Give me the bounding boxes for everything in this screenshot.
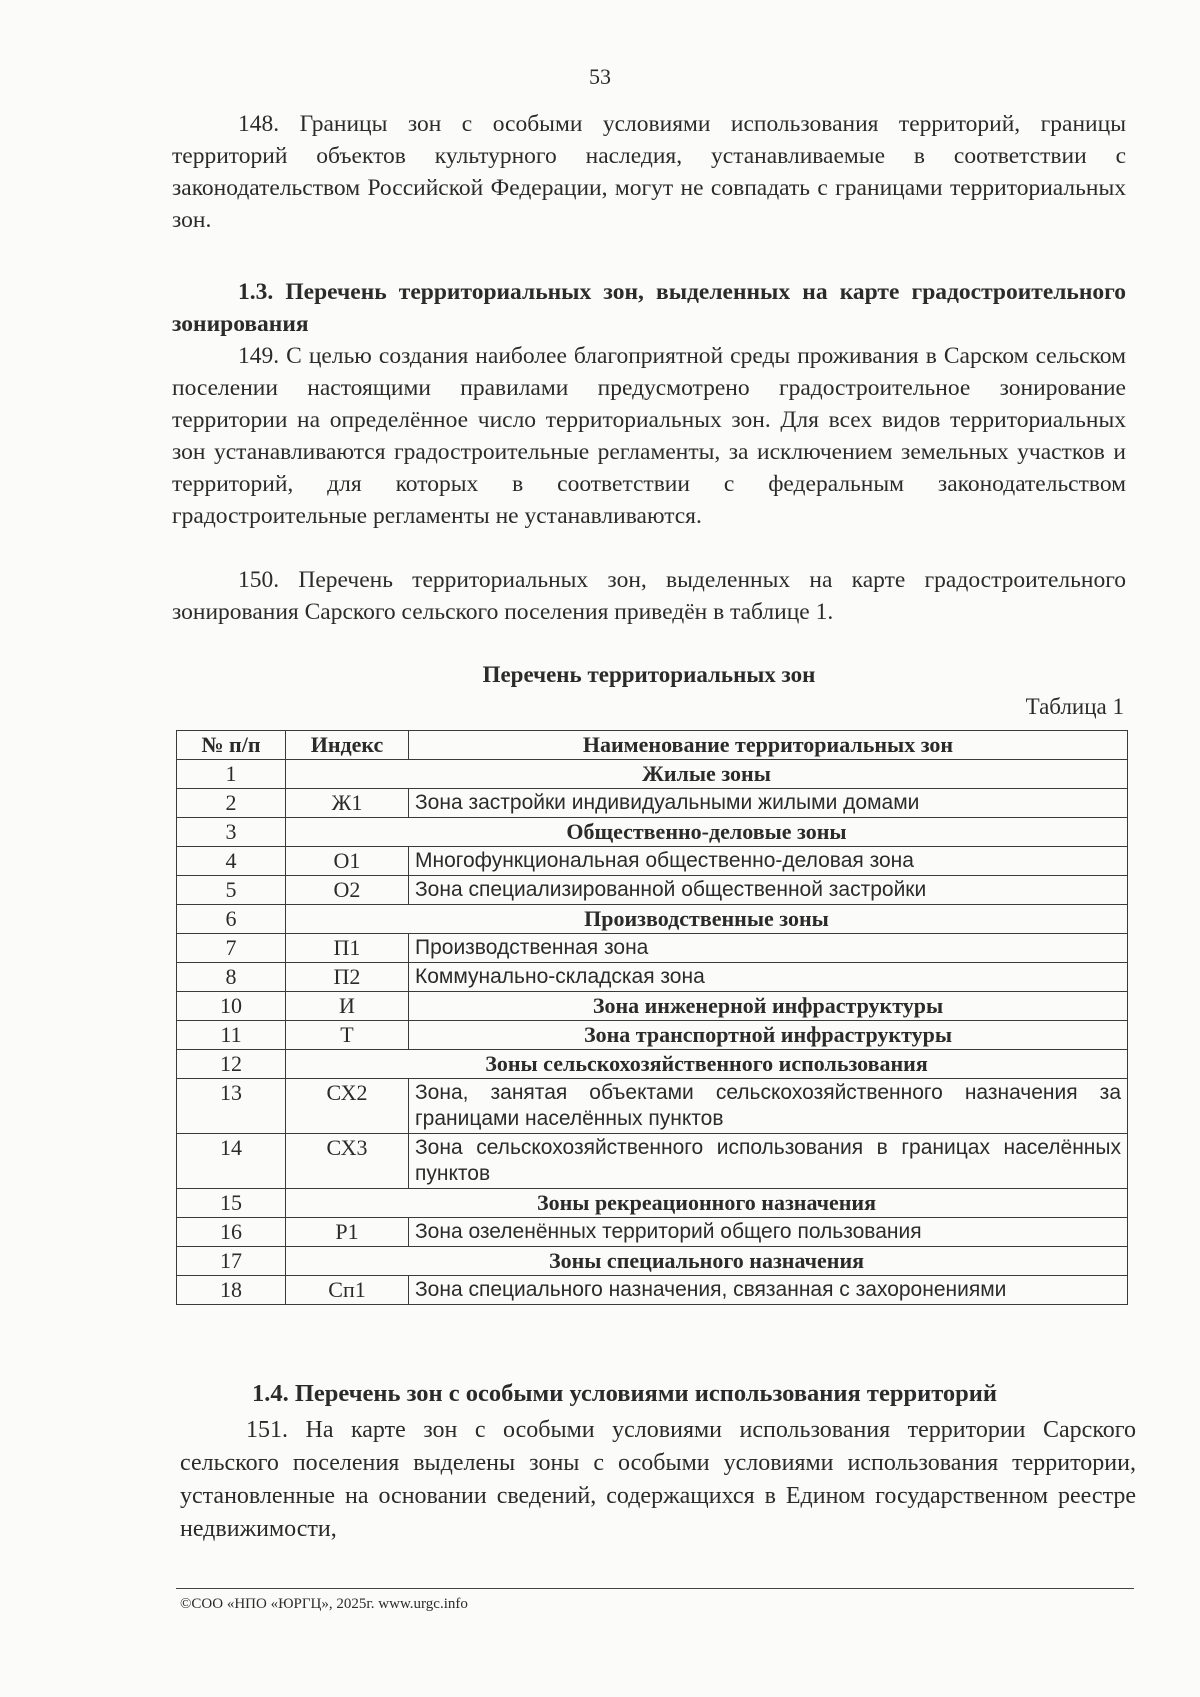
row-number: 14: [177, 1134, 286, 1189]
zone-index: П1: [286, 934, 409, 963]
zone-name: Коммунально-складская зона: [409, 963, 1128, 992]
zone-name: Зона застройки индивидуальными жилыми домами: [409, 789, 1128, 818]
page-number: 53: [589, 64, 611, 89]
zone-name: Зона сельскохозяйственного использования в границах населённых пунктов: [409, 1134, 1128, 1189]
row-number: 17: [177, 1247, 286, 1276]
table-row: [177, 1079, 1128, 1134]
zone-name: Производственная зона: [409, 934, 1128, 963]
zone-group-heading: Производственные зоны: [286, 905, 1128, 934]
row-number: 13: [177, 1079, 286, 1134]
table-row: [177, 789, 1128, 818]
paragraph-150-text: 150. Перечень территориальных зон, выделенных на карте градостроительного зонирования Сарского сельского поселения приведён в таблице 1.: [172, 567, 1126, 625]
paragraph-148: [172, 108, 1126, 236]
row-number: 18: [177, 1276, 286, 1305]
table-row: [177, 992, 1128, 1021]
section-1-4-heading: 1.4. Перечень зон с особыми условиями использования территорий: [252, 1380, 998, 1407]
row-number: 6: [177, 905, 286, 934]
row-number: 16: [177, 1218, 286, 1247]
paragraph-151: [180, 1414, 1136, 1546]
table-title: Перечень территориальных зон: [482, 662, 816, 687]
zone-index: О1: [286, 847, 409, 876]
row-number: 3: [177, 818, 286, 847]
table-header-row: [177, 731, 1128, 760]
row-number: 4: [177, 847, 286, 876]
zone-index: О2: [286, 876, 409, 905]
zone-name: Зона инженерной инфраструктуры: [409, 992, 1128, 1021]
paragraph-149-text: 149. С целью создания наиболее благоприятной среды проживания в Сарском сельском поселении настоящими правилами предусмотрено градостроительное зонирование территории на определённое число территориальных зон. Для всех видов территориальных зон устанавливаются градостроительные регламенты, за исключением земельных участков и территорий, для которых в соответствии с федеральным законодательством градостроительные регламенты не устанавливаются.: [172, 343, 1126, 529]
zone-index: СХ2: [286, 1079, 409, 1134]
zone-name: Зона, занятая объектами сельскохозяйственного назначения за границами населённых пунктов: [409, 1079, 1128, 1134]
zone-index: Сп1: [286, 1276, 409, 1305]
table-row: [177, 1276, 1128, 1305]
zone-name: Зона озеленённых территорий общего пользования: [409, 1218, 1128, 1247]
row-number: 10: [177, 992, 286, 1021]
header-num: № п/п: [177, 731, 286, 760]
zone-group-heading: Жилые зоны: [286, 760, 1128, 789]
zone-group-heading: Общественно-деловые зоны: [286, 818, 1128, 847]
table-row: [177, 934, 1128, 963]
table-row: [177, 818, 1128, 847]
table-row: [177, 847, 1128, 876]
zone-group-heading: Зоны специального назначения: [286, 1247, 1128, 1276]
row-number: 2: [177, 789, 286, 818]
table-row: [177, 1218, 1128, 1247]
zone-index: Р1: [286, 1218, 409, 1247]
row-number: 12: [177, 1050, 286, 1079]
row-number: 5: [177, 876, 286, 905]
table-caption: Таблица 1: [1025, 694, 1124, 719]
zones-table: [176, 730, 1128, 1305]
table-row: [177, 876, 1128, 905]
zone-index: Ж1: [286, 789, 409, 818]
zone-name: Зона специализированной общественной застройки: [409, 876, 1128, 905]
paragraph-148-text: 148. Границы зон с особыми условиями использования территорий, границы территорий объектов культурного наследия, устанавливаемые в соответствии с законодательством Российской Федерации, могут не совпадать с границами территориальных зон.: [172, 111, 1126, 233]
table-row: [177, 1021, 1128, 1050]
row-number: 1: [177, 760, 286, 789]
row-number: 15: [177, 1189, 286, 1218]
section-1-3-heading: 1.3. Перечень территориальных зон, выделенных на карте градостроительного зонирования: [172, 279, 1126, 337]
table-row: [177, 1189, 1128, 1218]
row-number: 11: [177, 1021, 286, 1050]
table-row: [177, 963, 1128, 992]
zone-index: Т: [286, 1021, 409, 1050]
paragraph-151-text: 151. На карте зон с особыми условиями использования территории Сарского сельского поселения выделены зоны с особыми условиями использования территории, установленные на основании сведений, содержащихся в Едином государственном реестре недвижимости,: [180, 1417, 1136, 1542]
table-row: [177, 1050, 1128, 1079]
row-number: 8: [177, 963, 286, 992]
zone-name: Многофункциональная общественно-деловая зона: [409, 847, 1128, 876]
zone-index: СХ3: [286, 1134, 409, 1189]
zone-name: Зона транспортной инфраструктуры: [409, 1021, 1128, 1050]
zone-index: П2: [286, 963, 409, 992]
table-body: [177, 760, 1128, 1305]
footer-divider: [176, 1588, 1134, 1589]
zone-index: И: [286, 992, 409, 1021]
zone-name: Зона специального назначения, связанная с захоронениями: [409, 1276, 1128, 1305]
paragraph-150: [172, 564, 1126, 628]
row-number: 7: [177, 934, 286, 963]
paragraph-149: [172, 340, 1126, 532]
table-row: [177, 905, 1128, 934]
section-1-4: [176, 1378, 1130, 1410]
footer-copyright: ©СОО «НПО «ЮРГЦ», 2025г. www.urgc.info: [180, 1596, 468, 1612]
table-row: [177, 1247, 1128, 1276]
zone-group-heading: Зоны рекреационного назначения: [286, 1189, 1128, 1218]
header-name: Наименование территориальных зон: [409, 731, 1128, 760]
zone-group-heading: Зоны сельскохозяйственного использования: [286, 1050, 1128, 1079]
table-row: [177, 760, 1128, 789]
section-1-3: [172, 276, 1126, 340]
header-index: Индекс: [286, 731, 409, 760]
table-row: [177, 1134, 1128, 1189]
